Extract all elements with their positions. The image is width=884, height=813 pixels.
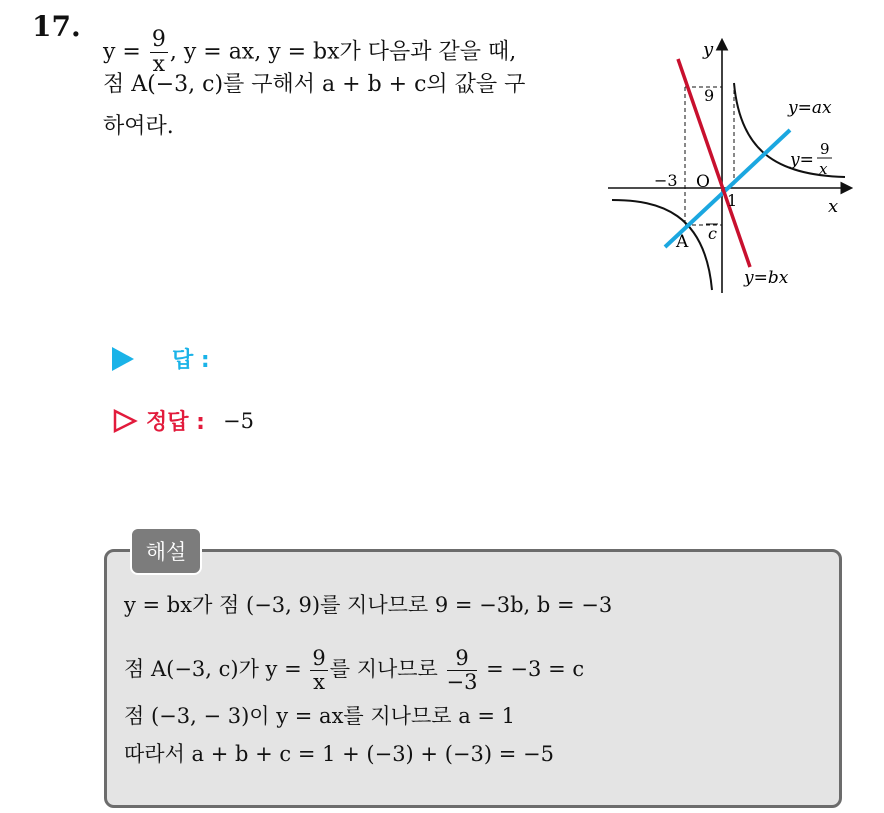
problem-line-1-post: , y = ax, y = bx가 다음과 같을 때, — [169, 39, 517, 65]
correct-answer-label: 정답 : — [146, 410, 205, 435]
solution-line-2 — [124, 647, 584, 694]
problem-line-1 — [103, 28, 516, 77]
fraction-numerator: 9 — [447, 647, 478, 671]
origin-label: O — [696, 172, 710, 192]
hyperbola-branch-3 — [612, 200, 712, 290]
solution-line-2-pre: 점 A(−3, c)가 y = — [124, 657, 309, 682]
solution-line-1: y = bx가 점 (−3, 9)를 지나므로 9 = −3b, b = −3 — [124, 593, 613, 617]
fraction-9-over-x — [310, 647, 327, 694]
outline-triangle-icon — [112, 408, 138, 434]
fraction-9-over-neg3 — [447, 647, 478, 694]
label-y-ax: y=ax — [788, 98, 832, 118]
tick-label-neg3: −3 — [654, 171, 678, 190]
c-label: c — [708, 224, 717, 243]
correct-answer-row — [112, 405, 254, 436]
point-a-label: A — [676, 232, 689, 252]
correct-answer-value: −5 — [222, 408, 254, 433]
fraction-denominator: x — [152, 52, 166, 78]
answer-row — [112, 343, 210, 374]
function-graph — [600, 35, 860, 300]
play-triangle-icon — [112, 347, 134, 371]
fraction-numerator: 9 — [312, 646, 326, 670]
solution-line-4: 따라서 a + b + c = 1 + (−3) + (−3) = −5 — [124, 742, 554, 766]
label-hyperbola-num: 9 — [820, 140, 830, 158]
answer-label: 답 : — [172, 348, 210, 373]
fraction-numerator: 9 — [151, 27, 166, 52]
solution-line-2-mid: 를 지나므로 — [329, 657, 445, 682]
label-hyperbola-pre: y= — [790, 150, 814, 170]
label-hyperbola-den: x — [819, 160, 828, 178]
fraction-denominator: −3 — [446, 670, 478, 695]
problem-line-3: 하여라. — [103, 114, 174, 139]
fraction-denominator: x — [313, 670, 325, 695]
tick-label-1: 1 — [727, 191, 738, 210]
label-y-bx: y=bx — [744, 268, 789, 288]
x-axis-label: x — [828, 196, 839, 217]
tick-label-9: 9 — [704, 86, 715, 105]
problem-line-2: 점 A(−3, c)를 구해서 a + b + c의 값을 구 — [103, 72, 526, 97]
solution-line-3: 점 (−3, − 3)이 y = ax를 지나므로 a = 1 — [124, 704, 516, 728]
y-axis-label: y — [703, 39, 714, 60]
solution-tag: 해설 — [130, 527, 202, 575]
solution-line-2-post: = −3 = c — [479, 657, 585, 682]
problem-line-1-pre: y = — [103, 39, 148, 65]
problem-number: 17. — [32, 10, 81, 43]
fraction-9-over-x — [150, 28, 168, 77]
